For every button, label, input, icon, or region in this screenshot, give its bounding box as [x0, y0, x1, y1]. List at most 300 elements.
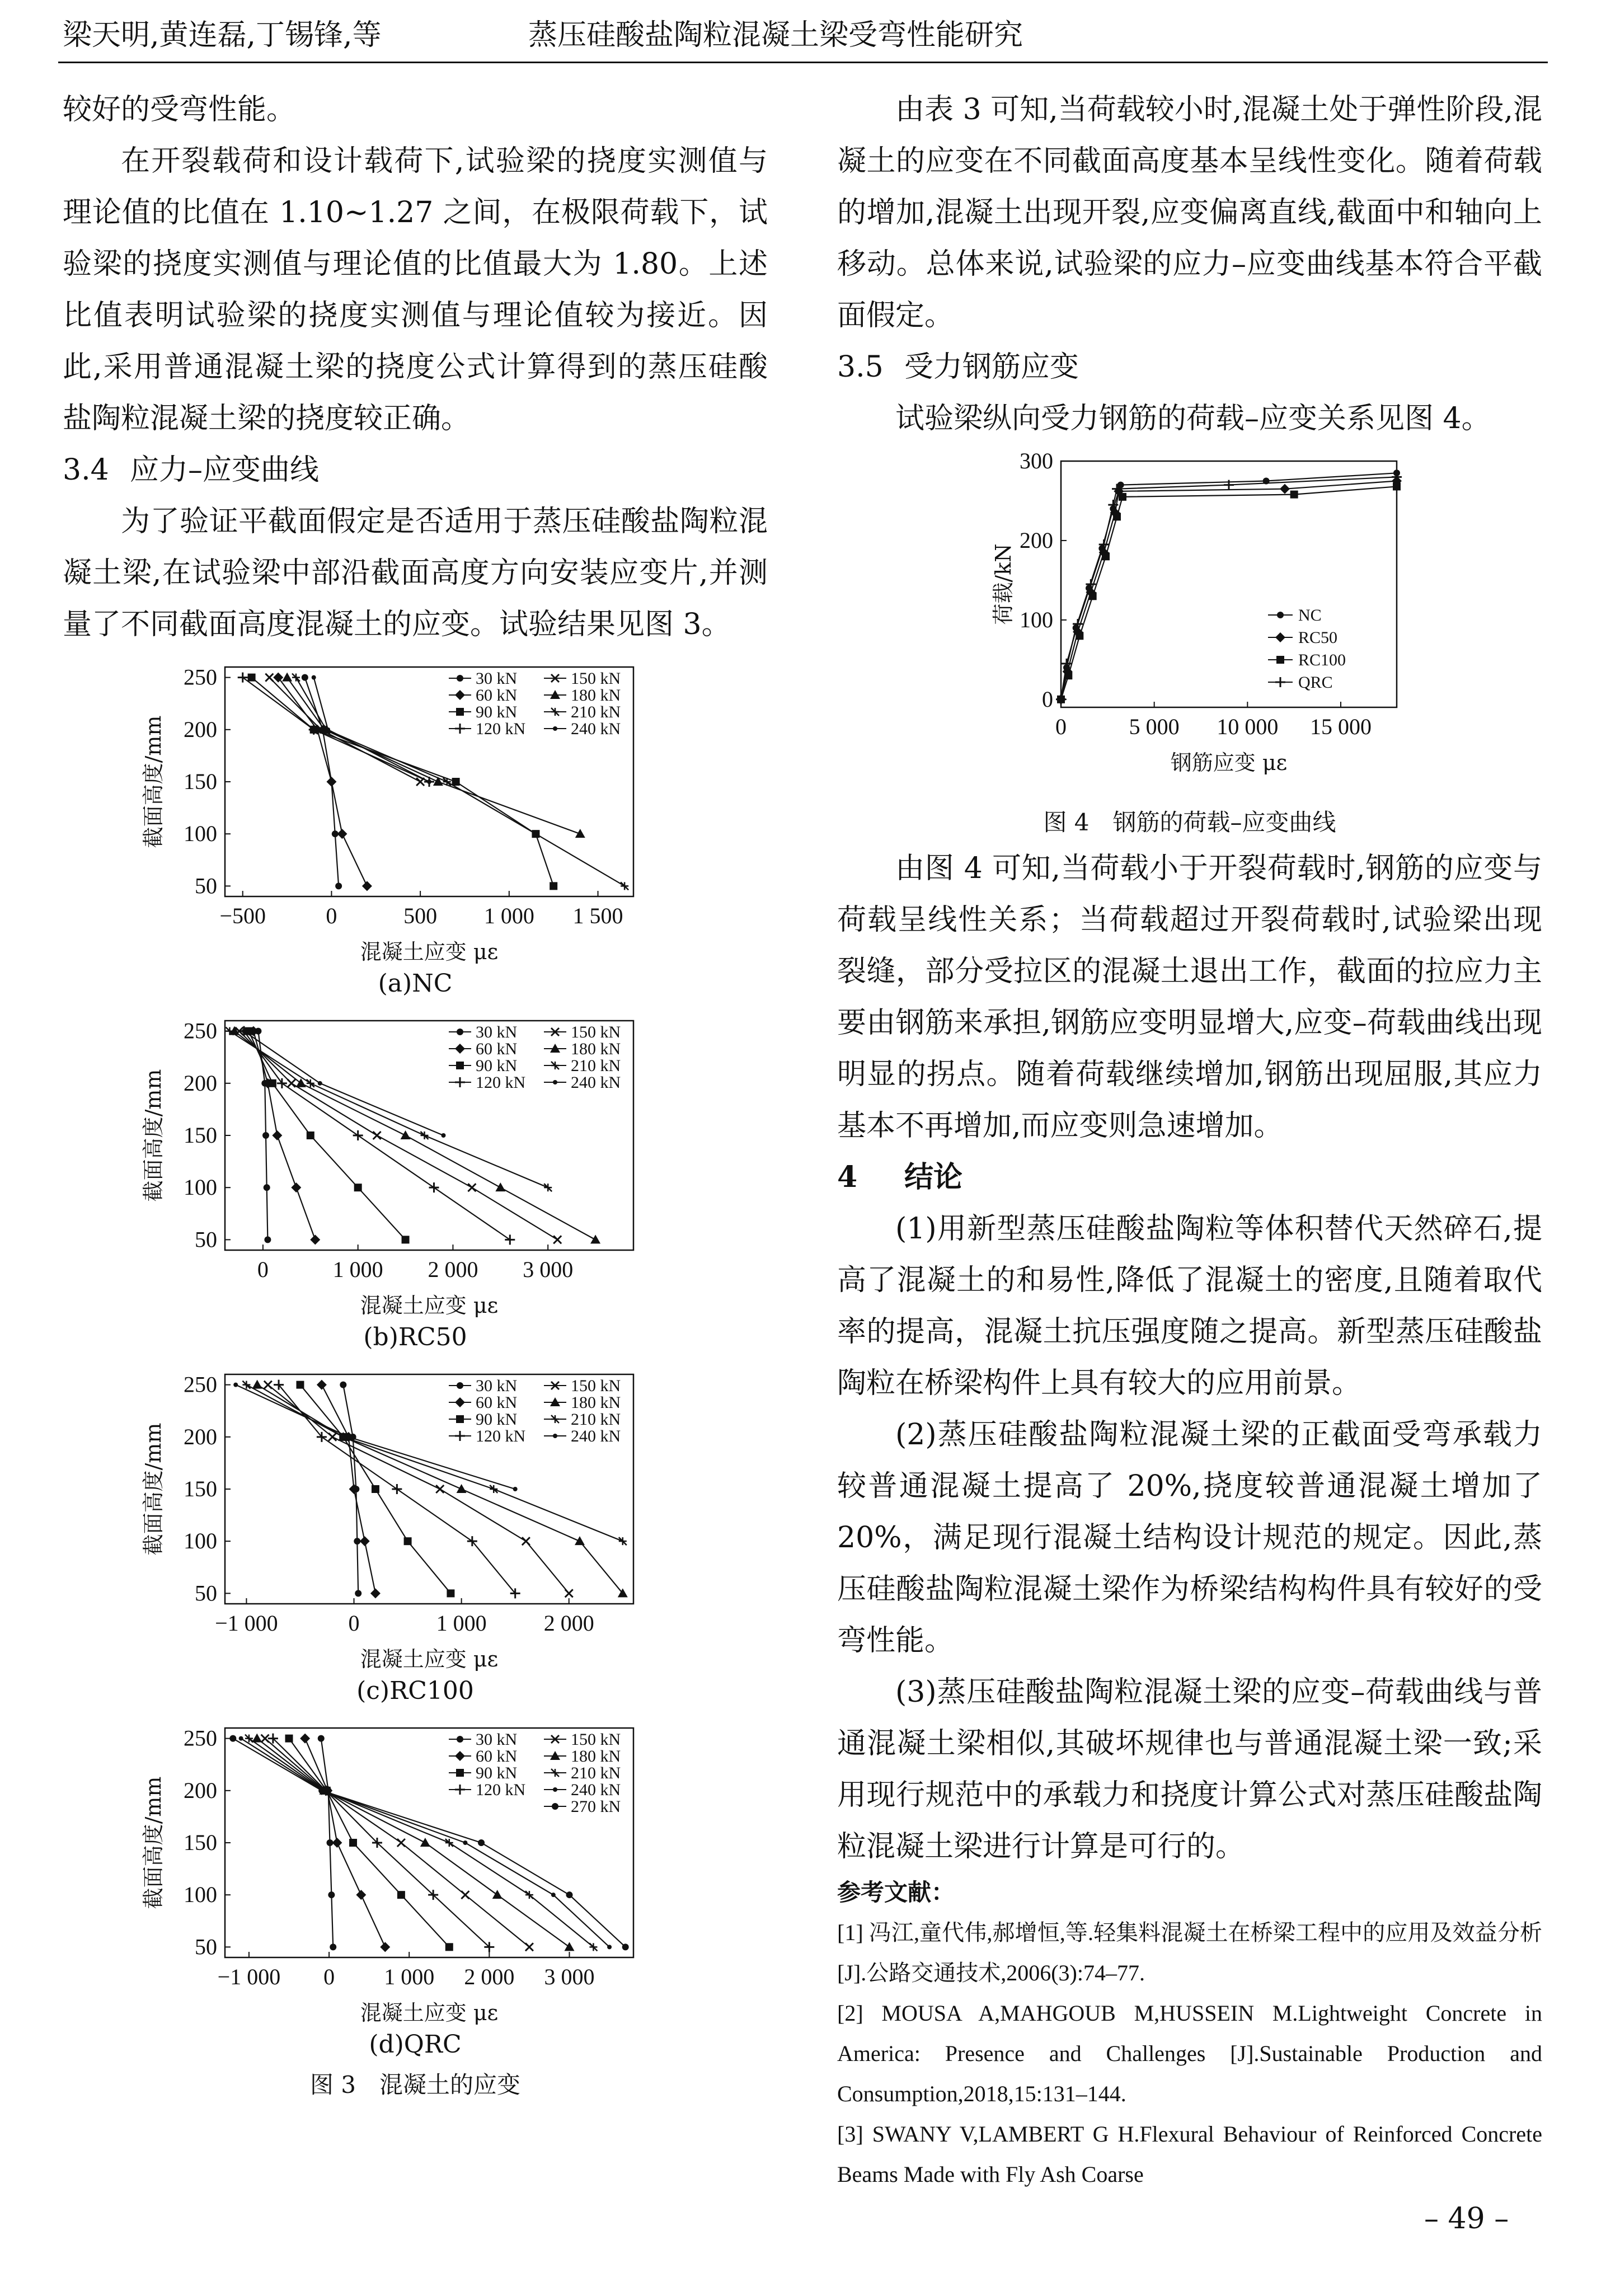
legend-label: 210 kN [571, 1410, 621, 1429]
data-point [285, 1735, 293, 1743]
legend [449, 1730, 621, 1816]
legend-label: RC100 [1298, 651, 1346, 669]
data-point [590, 1234, 600, 1243]
y-tick-label: 200 [184, 1424, 217, 1449]
figure-3d [63, 1711, 768, 2025]
data-point [607, 1945, 612, 1949]
legend-label: 90 kN [476, 1410, 518, 1429]
data-point [373, 1131, 381, 1139]
data-point [346, 1435, 351, 1439]
y-axis-label: 截面高度/mm [141, 715, 166, 848]
data-point [445, 1839, 453, 1847]
legend-label: 180 kN [571, 686, 621, 705]
data-point [468, 1184, 476, 1191]
data-point [456, 1769, 464, 1777]
legend-label: 60 kN [476, 1393, 518, 1412]
series-line [1061, 477, 1397, 699]
y-tick-label: 100 [184, 1528, 217, 1554]
legend-label: 150 kN [571, 669, 621, 688]
data-point [332, 1838, 342, 1848]
x-tick-label: 1 000 [483, 903, 534, 928]
data-point [553, 1080, 557, 1084]
data-point [457, 1029, 463, 1035]
running-header [0, 10, 1606, 60]
data-point [452, 778, 460, 786]
legend-label: 180 kN [571, 1393, 621, 1412]
legend-label: 90 kN [476, 1057, 518, 1075]
figure-4 [837, 444, 1542, 843]
data-point [457, 1382, 463, 1389]
data-point [490, 1485, 497, 1493]
data-point [455, 724, 465, 734]
y-tick-label: 200 [184, 1070, 217, 1096]
legend-label: 210 kN [571, 1057, 621, 1075]
legend [1268, 606, 1346, 692]
section-number: 3.5 [837, 350, 884, 384]
data-point [362, 881, 372, 891]
data-point [229, 1735, 236, 1742]
legend-label: 60 kN [476, 686, 518, 705]
data-point [330, 1943, 336, 1950]
figure-3 [63, 650, 768, 2105]
data-point [397, 1891, 405, 1899]
data-point [239, 1736, 243, 1741]
data-point [238, 673, 248, 683]
data-point [565, 1589, 573, 1597]
series-240kN [233, 1383, 517, 1491]
y-axis-label: 截面高度/mm [141, 1069, 166, 1202]
x-tick-label: 3 000 [523, 1257, 574, 1282]
data-point [302, 674, 308, 681]
data-point [318, 1081, 322, 1086]
data-point [372, 1485, 379, 1493]
data-point [1113, 513, 1121, 520]
legend-label: 120 kN [476, 1427, 526, 1445]
figure-3b [63, 1004, 768, 1317]
legend [449, 1377, 621, 1445]
data-point [349, 1484, 359, 1494]
data-point [269, 1079, 276, 1087]
data-point [273, 673, 283, 683]
x-axis-label: 混凝土应变 με [360, 940, 499, 964]
y-tick-label: 100 [184, 1175, 217, 1200]
data-point [354, 1538, 360, 1544]
series-RC50 [1056, 476, 1402, 704]
data-point [478, 1839, 485, 1846]
legend-label: 240 kN [571, 1073, 621, 1092]
section-heading [837, 341, 1542, 393]
data-point [242, 1381, 250, 1389]
data-point [456, 1415, 464, 1423]
series-120kN [268, 1734, 494, 1952]
data-point [553, 1434, 557, 1438]
data-point [589, 1943, 597, 1951]
x-tick-label: 0 [1055, 714, 1067, 739]
strain-chart [63, 1711, 768, 2025]
data-point [552, 1803, 558, 1810]
data-point [335, 882, 342, 889]
data-point [337, 829, 347, 839]
section-number: 4 [837, 1160, 858, 1194]
y-axis-label: 截面高度/mm [141, 1422, 166, 1556]
y-tick-label: 150 [184, 1476, 217, 1501]
legend-label: 60 kN [476, 1747, 518, 1766]
data-point [427, 780, 431, 784]
data-point [619, 1537, 627, 1545]
subfigure-caption: (d)QRC [369, 2030, 462, 2059]
data-point [505, 1234, 515, 1245]
x-tick-label: 2 000 [543, 1611, 594, 1636]
x-tick-label: 0 [323, 1964, 335, 1989]
y-tick-label: 50 [195, 1934, 217, 1960]
data-point [317, 1380, 327, 1390]
x-tick-label: 500 [403, 903, 438, 928]
x-tick-label: 0 [257, 1257, 269, 1282]
section-heading [837, 1152, 1542, 1203]
y-tick-label: 100 [1020, 607, 1053, 632]
data-point [455, 1077, 465, 1087]
data-point [1076, 632, 1083, 640]
x-tick-label: 0 [348, 1611, 360, 1636]
legend-label: 30 kN [476, 669, 518, 688]
section-title: 应力–应变曲线 [130, 453, 320, 487]
y-tick-label: 50 [195, 873, 217, 899]
data-point [252, 1380, 262, 1389]
figure-4-chart [837, 444, 1542, 802]
x-tick-label: 10 000 [1217, 714, 1279, 739]
data-point [272, 1130, 282, 1140]
y-tick-label: 200 [1020, 527, 1053, 553]
right-column [837, 84, 1542, 2195]
legend-label: 90 kN [476, 1764, 518, 1782]
data-point [551, 1415, 559, 1423]
y-tick-label: 200 [184, 1777, 217, 1803]
data-point [492, 1890, 503, 1899]
data-point [455, 1785, 465, 1795]
paragraph: 由表 3 可知,当荷载较小时,混凝土处于弹性阶段,混凝土的应变在不同截面高度基本呈线性变化。随着荷载的增加,混凝土出现开裂,应变偏离直线,截面中和轴向上移动。总体来说,试验梁的应力–应变曲线基本符合平截面假定。 [837, 93, 1542, 332]
data-point [354, 1184, 362, 1191]
data-point [621, 882, 628, 890]
data-point [1275, 632, 1285, 642]
figure-caption: 图 4 钢筋的荷载–应变曲线 [1043, 809, 1336, 836]
data-point [445, 1943, 453, 1951]
figure-caption: 图 3 混凝土的应变 [309, 2071, 521, 2098]
data-point [248, 674, 256, 682]
legend-label: 270 kN [571, 1797, 621, 1816]
legend-label: 240 kN [571, 720, 621, 738]
data-point [1277, 612, 1284, 618]
y-tick-label: 250 [184, 1372, 217, 1397]
series-150kN [264, 1381, 573, 1598]
data-point [1280, 484, 1290, 494]
legend-label: 240 kN [571, 1781, 621, 1799]
y-tick-label: 250 [184, 664, 217, 690]
data-point [277, 1078, 287, 1088]
data-point [288, 1079, 295, 1087]
data-point [242, 1029, 246, 1034]
subfigure-caption: (c)RC100 [356, 1677, 474, 1705]
legend-label: 210 kN [571, 703, 621, 721]
y-tick-label: 50 [195, 1227, 217, 1252]
data-point [457, 1736, 463, 1743]
paragraph: 较好的受弯性能。 [63, 93, 296, 126]
x-axis-label: 钢筋应变 με [1170, 750, 1288, 775]
strain-chart [63, 1358, 768, 1671]
data-point [326, 727, 330, 732]
series-90kN [296, 1381, 454, 1598]
data-point [355, 1590, 361, 1597]
x-axis-label: 混凝土应变 με [360, 1293, 499, 1317]
legend-label: 240 kN [571, 1427, 621, 1445]
x-tick-label: −1 000 [215, 1611, 278, 1636]
series-line [246, 1385, 622, 1542]
data-point [262, 1132, 269, 1139]
x-axis-label: 混凝土应变 με [360, 1647, 499, 1671]
y-tick-label: 150 [184, 1830, 217, 1855]
subfigure-caption: (b)RC50 [363, 1323, 467, 1351]
data-point [265, 674, 273, 682]
data-point [291, 1182, 301, 1192]
legend-label: 180 kN [571, 1040, 621, 1058]
series-line [1061, 486, 1397, 699]
data-point [455, 690, 465, 700]
data-point [1276, 656, 1284, 664]
data-point [233, 1383, 238, 1387]
y-tick-label: 150 [184, 769, 217, 794]
data-point [296, 1381, 304, 1389]
data-point [525, 1891, 533, 1899]
data-point [380, 1942, 390, 1952]
x-tick-label: 0 [326, 903, 337, 928]
series-line [268, 1385, 569, 1594]
legend-label: 150 kN [571, 1730, 621, 1749]
data-point [553, 726, 557, 731]
legend-label: QRC [1298, 673, 1333, 692]
series-60kN [273, 673, 372, 891]
x-tick-label: 15 000 [1310, 714, 1372, 739]
data-point [326, 777, 336, 787]
legend-label: 150 kN [571, 1377, 621, 1395]
conclusion-3: (3)蒸压硅酸盐陶粒混凝土梁的应变–荷载曲线与普通混凝土梁相似,其破坏规律也与普通混凝土梁一致;采用现行规范中的承载力和挠度计算公式对蒸压硅酸盐陶粒混凝土梁进行计算是可行的。 [837, 1675, 1542, 1863]
strain-chart [63, 650, 768, 964]
legend-label: RC50 [1298, 628, 1338, 647]
series-QRC [1056, 472, 1402, 704]
data-point [575, 829, 585, 838]
data-point [551, 1769, 559, 1777]
data-point [441, 1133, 445, 1138]
paragraph: 由图 4 可知,当荷载小于开裂荷载时,钢筋的应变与荷载呈线性关系；当荷载超过开裂荷载时,试验梁出现裂缝，部分受拉区的混凝土退出工作，截面的拉应力主要由钢筋来承担,钢筋应变明显增大,应变–荷载曲线出现明显的拐点。随着荷载继续增加,钢筋出现屈服,其应力基本不再增加,而应变则急速增加。 [837, 852, 1542, 1143]
data-point [513, 1487, 518, 1491]
data-point [622, 1943, 629, 1950]
data-point [551, 1893, 556, 1897]
y-axis-label: 截面高度/mm [141, 1776, 166, 1909]
reference-2: [2] MOUSA A,MAHGOUB M,HUSSEIN M.Lightweight Concrete in America: Presence and Challenges [J].Sustainable Production and Consumption,2018,15:131–144. [837, 2001, 1542, 2106]
section-title: 受力钢筋应变 [904, 350, 1079, 384]
data-point [264, 1236, 271, 1243]
data-point [401, 1130, 411, 1139]
y-axis-label: 荷载/kN [991, 543, 1016, 625]
data-point [566, 1891, 572, 1898]
legend-label: 150 kN [571, 1023, 621, 1041]
section-heading [63, 444, 768, 496]
x-tick-label: 1 500 [572, 903, 623, 928]
legend [449, 669, 621, 738]
data-point [310, 1234, 320, 1245]
data-point [356, 1890, 366, 1900]
data-point [1393, 482, 1401, 490]
data-point [1290, 491, 1298, 499]
x-tick-label: 2 000 [428, 1257, 478, 1282]
paragraph: 为了验证平截面假定是否适用于蒸压硅酸盐陶粒混凝土梁,在试验梁中部沿截面高度方向安装应变片,并测量了不同截面高度混凝土的应变。试验结果见图 3。 [63, 505, 768, 641]
conclusion-2: (2)蒸压硅酸盐陶粒混凝土梁的正截面受弯承载力较普通混凝土提高了 20%,挠度较普通混凝土增加了 20%，满足现行混凝土结构设计规范的规定。因此,蒸压硅酸盐陶粒混凝土梁作为桥梁结构构件具有较好的受弯性能。 [837, 1418, 1542, 1658]
series-210kN [242, 1381, 626, 1546]
legend-label: 30 kN [476, 1377, 518, 1395]
data-point [397, 1839, 405, 1847]
data-point [456, 708, 464, 716]
x-tick-label: −1 000 [217, 1964, 281, 1989]
figure-3c [63, 1358, 768, 1671]
data-point [1275, 677, 1285, 687]
data-point [461, 1891, 469, 1899]
y-tick-label: 250 [184, 1725, 217, 1751]
data-point [550, 882, 557, 890]
load-strain-chart [837, 444, 1542, 802]
data-point [455, 1044, 465, 1054]
header-title: 蒸压硅酸盐陶粒混凝土梁受弯性能研究 [528, 18, 1023, 52]
data-point [447, 1589, 454, 1597]
data-point [429, 1182, 439, 1192]
paragraph: 试验梁纵向受力钢筋的荷载–应变关系见图 4。 [895, 402, 1491, 435]
data-point [349, 1839, 357, 1847]
reference-1: [1] 冯江,童代伟,郝增恒,等.轻集料混凝土在桥梁工程中的应用及效益分析[J].公路交通技术,2006(3):74–77. [837, 1920, 1542, 1985]
data-point [318, 1735, 325, 1742]
data-point [455, 1751, 465, 1761]
y-tick-label: 0 [1042, 686, 1053, 712]
left-column [63, 84, 768, 2105]
data-point [1102, 552, 1110, 560]
data-point [1119, 493, 1126, 501]
data-point [264, 1184, 270, 1191]
data-point [226, 1027, 233, 1035]
data-point [261, 1735, 269, 1743]
references-heading: 参考文献： [837, 1879, 955, 1906]
series-line [257, 1739, 569, 1947]
data-point [282, 673, 292, 682]
data-point [402, 1236, 410, 1243]
legend-label: 30 kN [476, 1023, 518, 1041]
data-point [456, 1062, 464, 1069]
data-point [575, 1536, 585, 1545]
page-number: – 49 – [1424, 2202, 1509, 2236]
data-point [551, 708, 559, 716]
series-line [287, 678, 580, 834]
data-point [457, 1484, 467, 1493]
y-tick-label: 100 [184, 821, 217, 847]
data-point [340, 1382, 346, 1388]
section-title: 结论 [904, 1160, 963, 1194]
legend-label: 30 kN [476, 1730, 518, 1749]
data-point [292, 674, 300, 682]
y-tick-label: 100 [184, 1882, 217, 1908]
legend-label: 90 kN [476, 703, 518, 721]
x-tick-label: 1 000 [332, 1257, 383, 1282]
figure-3a [63, 650, 768, 964]
data-point [360, 1536, 370, 1546]
header-authors: 梁天明,黄连磊,丁锡锋,等 [63, 18, 382, 52]
data-point [264, 1381, 272, 1389]
legend-label: 120 kN [476, 1073, 526, 1092]
y-tick-label: 250 [184, 1018, 217, 1044]
data-point [564, 1942, 574, 1951]
legend-label: 60 kN [476, 1040, 518, 1058]
strain-chart [63, 1004, 768, 1317]
x-tick-label: 3 000 [544, 1964, 595, 1989]
section-number: 3.4 [63, 453, 109, 487]
legend [449, 1023, 621, 1092]
data-point [353, 1130, 363, 1140]
data-point [553, 1236, 561, 1243]
x-tick-label: 2 000 [464, 1964, 515, 1989]
data-point [318, 1787, 325, 1794]
data-point [553, 1787, 557, 1792]
data-point [328, 1891, 335, 1898]
legend-label: 120 kN [476, 1781, 526, 1799]
data-point [328, 1433, 336, 1441]
legend-label: 180 kN [571, 1747, 621, 1766]
data-point [457, 675, 463, 682]
data-point [1089, 592, 1097, 600]
legend-label: 210 kN [571, 1764, 621, 1782]
data-point [421, 1131, 429, 1139]
conclusion-1: (1)用新型蒸压硅酸盐陶粒等体积替代天然碎石,提高了混凝土的和易性,降低了混凝土的密度,且随着取代率的提高，混凝土抗压强度随之提高。新型蒸压硅酸盐陶粒在桥梁构件上具有较大的应用前景。 [837, 1212, 1542, 1400]
data-point [455, 1397, 465, 1407]
data-point [551, 1062, 559, 1069]
legend-label: NC [1298, 606, 1322, 625]
plot-frame [1061, 461, 1397, 707]
data-point [495, 1182, 505, 1191]
data-point [544, 1184, 552, 1191]
data-point [522, 1537, 530, 1545]
data-point [307, 1131, 314, 1139]
data-point [370, 1588, 381, 1598]
data-point [420, 1838, 430, 1847]
data-point [455, 1431, 465, 1441]
data-point [525, 1943, 533, 1951]
x-axis-label: 混凝土应变 με [360, 2001, 499, 2025]
y-tick-label: 200 [184, 716, 217, 742]
y-tick-label: 150 [184, 1123, 217, 1148]
x-tick-label: 1 000 [436, 1611, 487, 1636]
series-RC100 [1057, 482, 1401, 703]
x-tick-label: 5 000 [1129, 714, 1180, 739]
legend-label: 120 kN [476, 720, 526, 738]
data-point [300, 1734, 310, 1744]
data-point [404, 1537, 412, 1545]
x-tick-label: −500 [219, 903, 266, 928]
x-tick-label: 1 000 [384, 1964, 435, 1989]
y-tick-label: 300 [1020, 448, 1053, 473]
series-90kN [245, 1027, 409, 1244]
y-tick-label: 50 [195, 1580, 217, 1606]
data-point [463, 1840, 467, 1845]
reference-3: [3] SWANY V,LAMBERT G H.Flexural Behaviour of Reinforced Concrete Beams Made with Fly Ash Coarse [837, 2121, 1542, 2187]
series-line [233, 1739, 625, 1947]
data-point [392, 1484, 402, 1494]
paragraph: 在开裂载荷和设计载荷下,试验梁的挠度实测值与理论值的比值在 1.10~1.27 之间，在极限荷载下，试验梁的挠度实测值与理论值的比值最大为 1.80。上述比值表明试验梁的挠度实测值与理论值较为接近。因此,采用普通混凝土梁的挠度公式计算得到的蒸压硅酸盐陶粒混凝土梁的挠度较正确。 [63, 144, 768, 435]
data-point [436, 1485, 444, 1493]
data-point [312, 675, 316, 680]
subfigure-caption: (a)NC [378, 969, 453, 998]
